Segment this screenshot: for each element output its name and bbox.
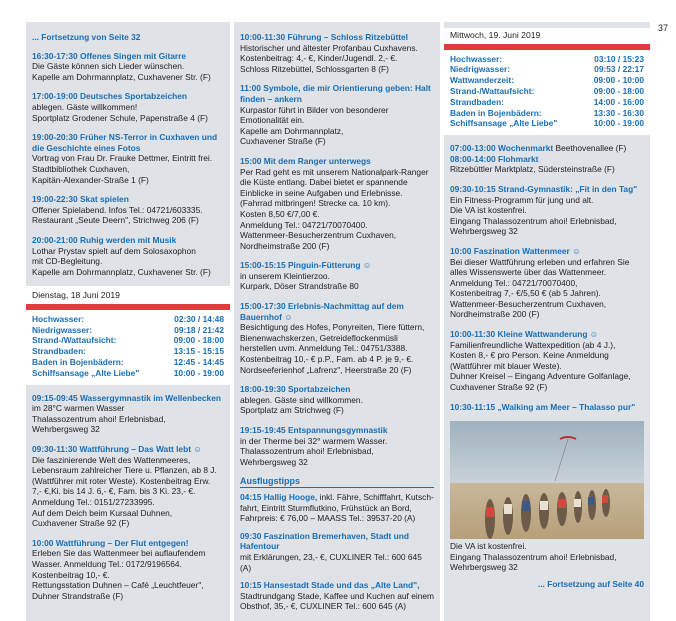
- event-entry: [240, 301, 434, 375]
- event-title: 11:00 Symbole, die mir Orientierung geben: Halt finden – ankern: [240, 83, 431, 104]
- market-title: 08:00-14:00 Flohmarkt: [450, 153, 539, 164]
- trip-line: Stadtrundgang Stade, Kaffee und Kuchen auf einem: [240, 590, 435, 601]
- event-line: Wehrbergsweg 32: [450, 226, 518, 237]
- event-line: Nordheimstraße 200 (F): [450, 309, 540, 320]
- event-line: Kapelle am Dohrmannplatz,: [240, 125, 344, 136]
- event-line: (Fahrrad mitbringen! Strecke ca. 10 km).: [240, 198, 391, 209]
- caption-line: Wehrbergsweg 32: [450, 562, 518, 573]
- event-line: herstellen uvm. Anmeldung Tel.: 04751/3388.: [240, 343, 408, 354]
- tide-table: [32, 314, 224, 379]
- event-line: Anmeldung Tel.: 04721/70070400.: [240, 219, 368, 230]
- event-list: [450, 184, 644, 412]
- tide-label: Strandbaden:: [450, 96, 504, 107]
- event-title: 19:00-22:30 Skat spielen: [32, 194, 129, 205]
- page-number: 37: [657, 23, 668, 33]
- event-line: Eingang Thalassozentrum ahoi! Erlebnisbad,: [450, 215, 617, 226]
- tide-row: [450, 75, 644, 86]
- event-line: Duhner Kreisel – Eingang Adventure Golfanlage,: [450, 371, 631, 382]
- event-entry: [32, 538, 224, 602]
- tide-label: Wattwanderzeit:: [450, 75, 514, 86]
- trip-title: 09:30 Faszination Bremerhaven, Stadt und Hafentour: [240, 530, 409, 552]
- event-line: Offener Spielabend. Infos Tel.: 04721/603335.: [32, 204, 203, 215]
- event-line: Thalassozentrum ahoi! Erlebnisbad,: [32, 413, 166, 424]
- tide-value: 09:18 / 21:42: [174, 324, 224, 335]
- event-line: 7,- €,Ki. bis 14 J. 6,- €, Fam. bis 3 Ki. 23,- €.: [32, 486, 196, 497]
- event-entry: [450, 329, 644, 393]
- event-line: Bei dieser Wattführung erleben und erfahren Sie: [450, 256, 630, 267]
- event-entry: [450, 184, 644, 237]
- event-title: 10:00 Faszination Wattenmeer ☺: [450, 245, 581, 256]
- event-line: Stadtbibliothek Cuxhaven,: [32, 163, 130, 174]
- tide-value: 09:53 / 22:17: [594, 64, 644, 75]
- trip-title: 04:15 Hallig Hooge,: [240, 491, 318, 502]
- red-bar: [26, 304, 230, 310]
- trip-line: Obsthof, 35,- €, CUXLINER Tel.: 600 645 (A): [240, 601, 407, 612]
- event-title: 15:00-17:30 Erlebnis-Nachmittag auf dem Bauernhof ☺: [240, 301, 404, 322]
- event-title: 10:30-11:15 „Walking am Meer – Thalasso pur": [450, 401, 636, 412]
- caption-line: Eingang Thalassozentrum ahoi! Erlebnisbad,: [450, 551, 617, 562]
- event-line: Anmeldung Tel.: 04721/70070400,: [450, 277, 578, 288]
- tide-value: 09:00 - 18:00: [593, 85, 644, 96]
- market-place-inline: Beethovenallee (F): [553, 143, 627, 154]
- event-line: Auf dem Deich beim Kursaal Duhnen,: [32, 507, 173, 518]
- tide-value: 13:30 - 16:30: [593, 107, 644, 118]
- day-box-tuesday: [26, 286, 230, 384]
- day-header: Mittwoch, 19. Juni 2019: [450, 30, 541, 40]
- tide-value: 09:00 - 10:00: [593, 75, 644, 86]
- event-line: Emotionalität ein.: [240, 115, 305, 126]
- column-2: [234, 22, 440, 621]
- event-line: Erleben Sie das Wattenmeer bei auflaufendem: [32, 548, 206, 559]
- event-line: (Wattführer mit blauer Weste).: [450, 360, 562, 371]
- market-title: 07:00-13:00 Wochenmarkt: [450, 143, 554, 154]
- tide-label: Strandbaden:: [32, 346, 86, 357]
- tide-label: Strand-/Wattaufsicht:: [450, 85, 535, 96]
- tide-value: 02:30 / 14:48: [174, 313, 224, 324]
- event-line: Kostenbeitrag: 4,- €, Kinder/Jugendl. 2,- €.: [240, 53, 398, 64]
- event-line: im 28°C warmen Wasser: [32, 403, 125, 414]
- tide-row: [32, 335, 224, 346]
- tide-row: [450, 54, 644, 65]
- event-entry: [240, 425, 434, 467]
- event-line: Kapelle am Dohrmannplatz, Cuxhavener Str. (F): [32, 266, 211, 277]
- event-title: 19:00-20:30 Früher NS-Terror in Cuxhaven und die Geschichte eines Fotos: [32, 132, 218, 153]
- tide-value: 12:45 - 14:45: [173, 357, 224, 368]
- event-entry: [240, 260, 434, 292]
- market-place: Ritzebüttler Marktplatz, Südersteinstraße (F): [450, 164, 615, 175]
- event-title: 18:00-19:30 Sportabzeichen: [240, 384, 351, 395]
- tide-label: Schiffsansage „Alte Liebe": [32, 367, 140, 378]
- event-line: ablegen. Gäste willkommen!: [32, 101, 138, 112]
- event-line: Wattenmeer-Besucherzentrum Cuxhaven,: [240, 230, 397, 241]
- event-entry: [32, 444, 224, 529]
- event-line: in unserem Kleintierzoo.: [240, 270, 330, 281]
- event-line: Die VA ist kostenfrei.: [450, 205, 527, 216]
- tide-label: Hochwasser:: [450, 53, 503, 64]
- event-line: Thalassozentrum ahoi! Erlebnisbad,: [240, 446, 374, 457]
- tide-row: [32, 325, 224, 336]
- trip-title: 10:15 Hansestadt Stade und das „Alte Land",: [240, 580, 420, 591]
- tide-row: [32, 357, 224, 368]
- continued-from: ... Fortsetzung von Seite 32: [32, 32, 141, 42]
- continued-to: ... Fortsetzung auf Seite 40: [537, 579, 644, 590]
- event-line: Sportplatz Grodener Schule, Papenstraße 4 (F): [32, 112, 208, 123]
- event-line: Cuxhavener Straße 92 (F): [450, 382, 548, 393]
- event-list: [32, 51, 224, 278]
- event-line: Kapitän-Alexander-Straße 1 (F): [32, 174, 149, 185]
- tide-table: [450, 54, 644, 130]
- tide-row: [32, 368, 224, 379]
- tide-row: [32, 346, 224, 357]
- tide-value: 10:00 - 19:00: [173, 367, 224, 378]
- event-line: Kostenbeitrag 10,- €.: [32, 569, 110, 580]
- event-line: Schloss Ritzebüttel, Schlossgarten 8 (F): [240, 63, 389, 74]
- event-title: 09:15-09:45 Wassergymnastik im Wellenbecken: [32, 392, 221, 403]
- event-line: Bienenwachskerzen, Getreideflockenmüsli: [240, 332, 398, 343]
- event-line: Besichtigung des Hofes, Ponyreiten, Tiere füttern,: [240, 322, 425, 333]
- event-line: Kosten 8,50 €/7,00 €.: [240, 208, 320, 219]
- event-line: die Küste entlang. Dabei bietet er spannende: [240, 177, 408, 188]
- tide-label: Niedrigwasser:: [450, 64, 511, 75]
- trip-text: inkl. Fähre, Schifffahrt, Kutsch-: [317, 491, 434, 502]
- event-line: Kapelle am Dohrmannplatz, Cuxhavener Str. (F): [32, 71, 211, 82]
- tide-value: 03:10 / 15:23: [594, 53, 644, 64]
- event-title: 17:00-19:00 Deutsches Sportabzeichen: [32, 91, 187, 102]
- event-entry: [32, 91, 224, 123]
- event-title: 10:00-11:30 Führung – Schloss Ritzebüttel: [240, 32, 409, 42]
- event-entry: [240, 384, 434, 416]
- event-line: in der Therme bei 32° warmem Wasser.: [240, 435, 388, 446]
- trip-line: Fahrpreis: € 76,00 – MAASS Tel.: 39537-20 (A): [240, 513, 416, 524]
- caption-line: Die VA ist kostenfrei.: [450, 541, 527, 552]
- tide-row: [450, 64, 644, 75]
- event-entry: [32, 393, 224, 435]
- event-entry: [32, 51, 224, 83]
- event-line: Lebensraum zahlreicher Tiere u. Pflanzen, ab 8 J.: [32, 465, 217, 476]
- event-line: Die Gäste können sich Lieder wünschen.: [32, 61, 185, 72]
- event-line: Kurpastor führt in Bilder von besonderer: [240, 104, 389, 115]
- tide-label: Baden in Bojenbädern:: [450, 107, 542, 118]
- event-title: 15:00-15:15 Pinguin-Fütterung ☺: [240, 260, 372, 271]
- trip-first-line: [240, 531, 434, 552]
- event-list: [240, 32, 434, 467]
- event-line: Per Rad geht es mit unserem Nationalpark-Ranger: [240, 166, 429, 177]
- column-3: [444, 22, 650, 621]
- event-line: Cuxhavener Straße 92 (F): [32, 518, 130, 529]
- trip-entry: [240, 492, 434, 524]
- tide-label: Niedrigwasser:: [32, 324, 93, 335]
- event-line: Wattenmeer-Besucherzentrum Cuxhaven,: [450, 298, 607, 309]
- tide-label: Strand-/Wattaufsicht:: [32, 335, 117, 346]
- tide-row: [450, 97, 644, 108]
- event-list-2: [32, 393, 224, 602]
- event-line: Lothar Prystav spielt auf dem Solosaxophon: [32, 245, 196, 256]
- event-line: Restaurant „Seute Deern", Strichweg 206 (F): [32, 215, 199, 226]
- day-header: Dienstag, 18 Juni 2019: [32, 290, 120, 301]
- event-title: 16:30-17:30 Offenes Singen mit Gitarre: [32, 50, 187, 61]
- event-title: 10:00-11:30 Kleine Wattwanderung ☺: [450, 329, 599, 340]
- tide-value: 09:00 - 18:00: [173, 335, 224, 346]
- event-title: 09:30-10:15 Strand-Gymnastik: „Fit in den Tag": [450, 183, 638, 194]
- event-line: Die faszinierende Welt des Wattenmeeres,: [32, 454, 191, 465]
- event-title: 20:00-21:00 Ruhig werden mit Musik: [32, 234, 177, 245]
- tide-row: [32, 314, 224, 325]
- event-line: Cuxhavener Straße (F): [240, 136, 326, 147]
- tide-label: Schiffsansage „Alte Liebe": [450, 118, 558, 129]
- event-line: Nordheimstraße 200 (F): [240, 240, 330, 251]
- event-line: alles Wissenswerte über das Wattenmeer.: [450, 267, 607, 278]
- event-title: 09:30-11:30 Wattführung – Das Watt lebt ☺: [32, 444, 202, 455]
- event-line: Duhner Strandstraße (F): [32, 590, 124, 601]
- event-entry: [32, 194, 224, 226]
- event-line: Wasser. Anmeldung Tel.: 0172/9196564.: [32, 558, 182, 569]
- event-entry: [32, 132, 224, 185]
- trip-entry: [240, 580, 434, 612]
- event-line: Sportplatz am Strichweg (F): [240, 405, 344, 416]
- event-line: Kurpark, Döser Strandstraße 80: [240, 281, 359, 292]
- trip-first-line: [240, 492, 434, 503]
- event-line: Nordseeferienhof „Lafrenz", Heerstraße 20 (F): [240, 364, 412, 375]
- event-line: Wehrbergsweg 32: [240, 456, 308, 467]
- event-entry: [32, 235, 224, 277]
- ausflug-header: Ausflugstipps: [240, 476, 434, 488]
- event-entry: [240, 32, 434, 74]
- tide-label: Baden in Bojenbädern:: [32, 357, 124, 368]
- market-line: [450, 154, 644, 165]
- event-title: 19:15-19:45 Entspannungsgymnastik: [240, 425, 388, 435]
- tide-value: 10:00 - 19:00: [593, 118, 644, 129]
- event-entry: [450, 246, 644, 320]
- trip-line: fahrt, Eintritt Sturmflutkino, Frühstück an Bord,: [240, 502, 412, 513]
- market-block: [450, 143, 644, 175]
- beach-walkers-illustration: [450, 421, 644, 539]
- column-1: [26, 22, 230, 621]
- event-line: mit CD-Begleitung.: [32, 256, 103, 267]
- tide-row: [450, 86, 644, 97]
- market-line: [450, 143, 644, 154]
- trip-entry: [240, 531, 434, 573]
- event-line: (Wattführer mit roter Weste). Kostenbeitrag Erw.: [32, 475, 211, 486]
- event-line: Historischer und ältester Profanbau Cuxhavens.: [240, 42, 418, 53]
- tide-label: Hochwasser:: [32, 313, 85, 324]
- event-line: Anmeldung Tel.: 0151/27233995.: [32, 497, 155, 507]
- event-line: Vortrag von Frau Dr. Frauke Dettmer, Eintritt frei.: [32, 153, 213, 164]
- photo-caption: [450, 541, 644, 573]
- event-entry: [450, 402, 644, 413]
- event-line: Kostenbeitrag 10,- € p.P., Fam. ab 4 P. je 9,- €.: [240, 354, 414, 365]
- event-line: Kostenbeitrag 7,- €/5,50 € (ab 5 Jahren).: [450, 288, 601, 299]
- event-line: Kosten 8,- € pro Person. Keine Anmeldung: [450, 350, 609, 361]
- trip-line: mit Erklärungen, 23,- €, CUXLINER Tel.: 600 645 (A): [240, 551, 422, 573]
- event-line: Wehrbergsweg 32: [32, 424, 100, 435]
- walking-photo: [450, 421, 644, 539]
- tide-row: [450, 108, 644, 119]
- event-line: Einblicke in seine Aufgaben und Erlebnisse.: [240, 187, 403, 198]
- day-box-wednesday: [444, 28, 650, 135]
- event-line: Ein Fitness-Programm für jung und alt.: [450, 194, 594, 205]
- event-title: 10:00 Wattführung – Der Flut entgegen!: [32, 537, 189, 548]
- trip-list: [240, 492, 434, 612]
- event-line: Familienfreundliche Wattexpedition (ab 4 J.),: [450, 339, 616, 350]
- tide-value: 14:00 - 16:00: [593, 96, 644, 107]
- event-entry: [240, 83, 434, 147]
- event-line: ablegen. Gäste sind willkommen.: [240, 394, 363, 405]
- event-title: 15:00 Mit dem Ranger unterwegs: [240, 155, 371, 166]
- tide-row: [450, 118, 644, 129]
- event-line: Rettungsstation Duhnen – Café „Leuchtfeuer",: [32, 580, 204, 591]
- tide-value: 13:15 - 15:15: [173, 346, 224, 357]
- trip-first-line: [240, 580, 434, 591]
- red-bar: [444, 44, 650, 50]
- event-entry: [240, 156, 434, 251]
